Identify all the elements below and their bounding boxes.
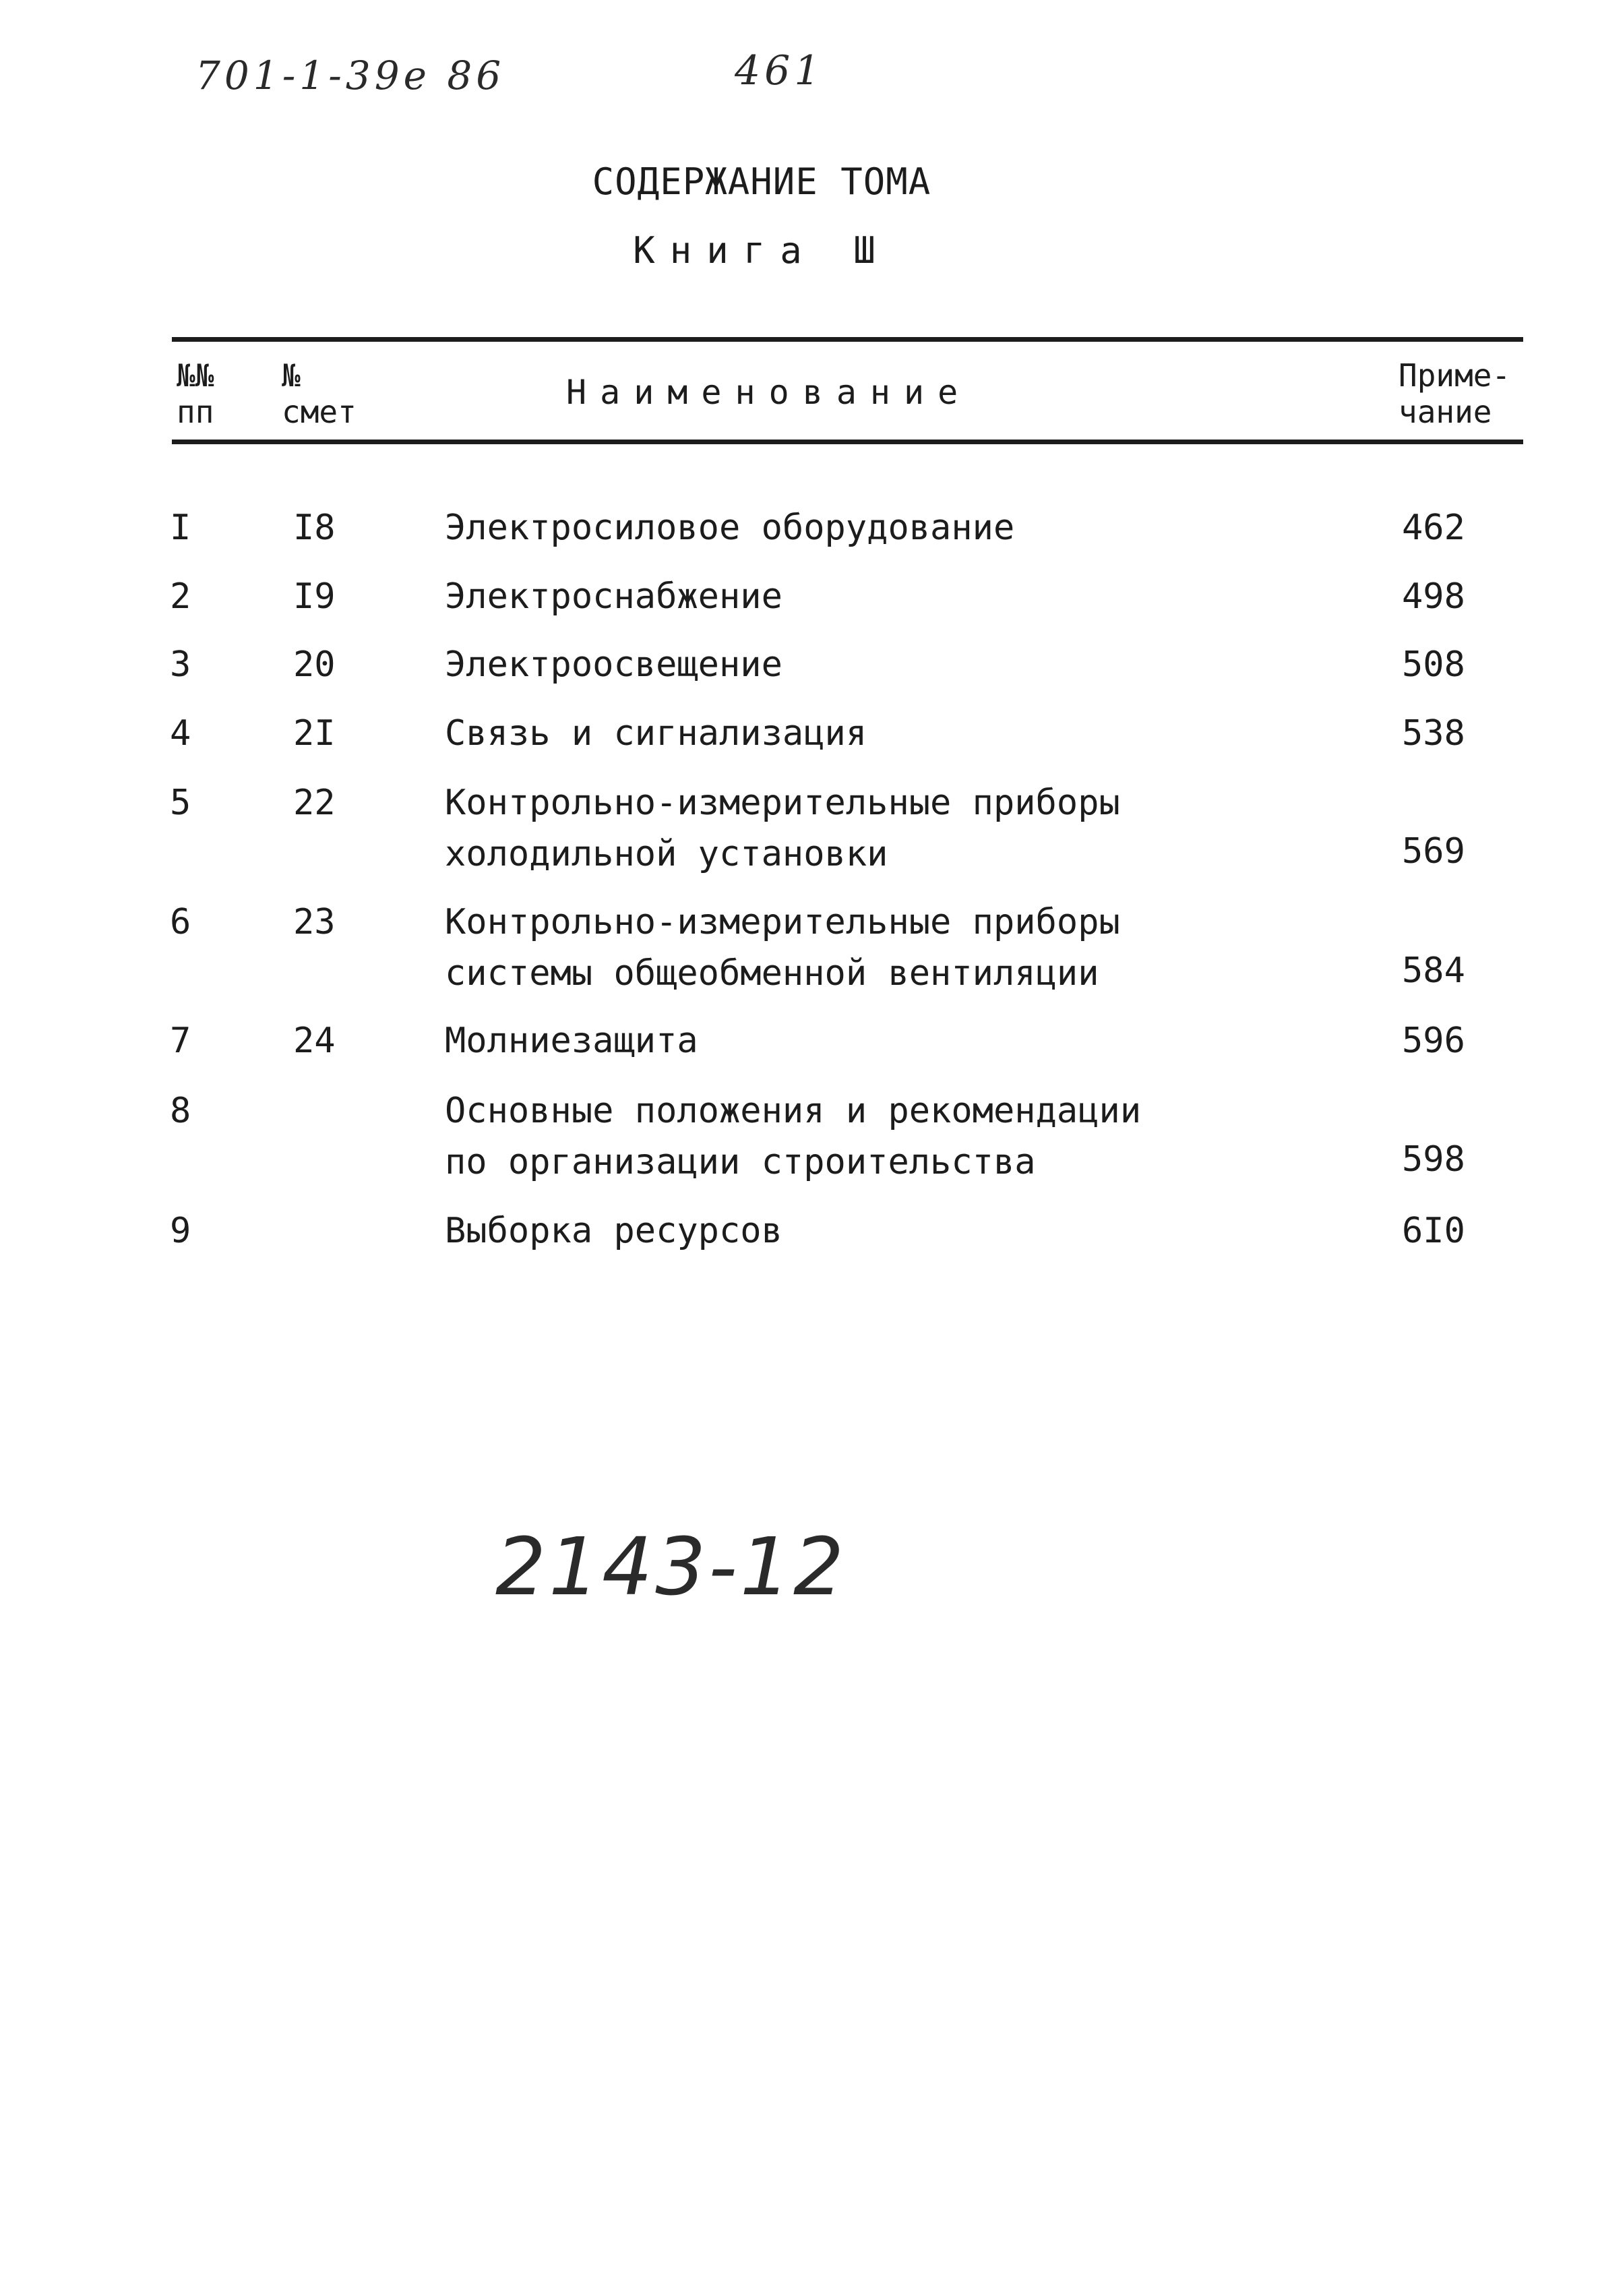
row-estimate-number: 2I [293,713,336,754]
row-note-page: 498 [1402,576,1465,617]
row-note-page: 584 [1402,950,1465,991]
row-item-number: 2 [170,576,191,617]
volume-title: СОДЕРЖАНИЕ ТОМА [592,160,931,203]
row-estimate-number: 20 [293,644,336,685]
header-item-number-line2: пп [177,394,214,430]
header-note-line1: Приме- [1399,357,1511,394]
row-item-number: 3 [170,644,191,685]
row-name-line: Электроосвещение [445,644,782,685]
row-item-number: 8 [170,1091,191,1131]
row-note-page: 462 [1402,508,1465,548]
header-name: Наименование [566,373,972,412]
row-item-number: 9 [170,1211,191,1251]
row-name-line: Связь и сигнализация [445,713,867,754]
row-note-page: 598 [1402,1139,1465,1180]
row-item-number: I [170,508,191,548]
table-top-rule [172,337,1523,342]
row-name-line: Молниезащита [445,1021,698,1061]
row-estimate-number: I8 [293,508,336,548]
stamp-number-handwritten: 2143-12 [495,1520,847,1613]
row-item-number: 5 [170,783,191,823]
row-note-page: 596 [1402,1021,1465,1061]
row-note-page: 6I0 [1402,1211,1465,1251]
row-name-line: Электроснабжение [445,576,782,617]
page-number-handwritten: 461 [735,47,824,94]
row-name-line: Основные положения и рекомендации [445,1091,1142,1131]
row-estimate-number: 23 [293,902,336,942]
header-note [1399,357,1510,430]
header-note-line2: чание [1399,394,1492,430]
row-note-page: 538 [1402,713,1465,754]
row-name-line: Выборка ресурсов [445,1211,782,1251]
header-item-number [177,357,214,430]
row-estimate-number: I9 [293,576,336,617]
header-estimate-line2: смет [282,394,357,430]
header-estimate-line1: № [282,357,301,394]
header-estimate-number [282,357,357,430]
row-name-line: по организации строительства [445,1142,1036,1182]
row-item-number: 4 [170,713,191,754]
row-item-number: 6 [170,902,191,942]
row-item-number: 7 [170,1021,191,1061]
row-name-line: системы общеобменной вентиляции [445,953,1099,994]
table-header-rule [172,440,1523,444]
row-note-page: 508 [1402,644,1465,685]
header-item-number-line1: №№ [177,357,214,394]
row-note-page: 569 [1402,831,1465,872]
row-name-line: Электросиловое оборудование [445,508,1015,548]
row-estimate-number: 22 [293,783,336,823]
row-name-line: Контрольно-измерительные приборы [445,783,1120,823]
book-title: Книга Ш [633,229,890,272]
document-code-handwritten: 701-1-39e 86 [195,53,505,98]
row-estimate-number: 24 [293,1021,336,1061]
row-name-line: Контрольно-измерительные приборы [445,902,1120,942]
row-name-line: холодильной установки [445,834,888,874]
